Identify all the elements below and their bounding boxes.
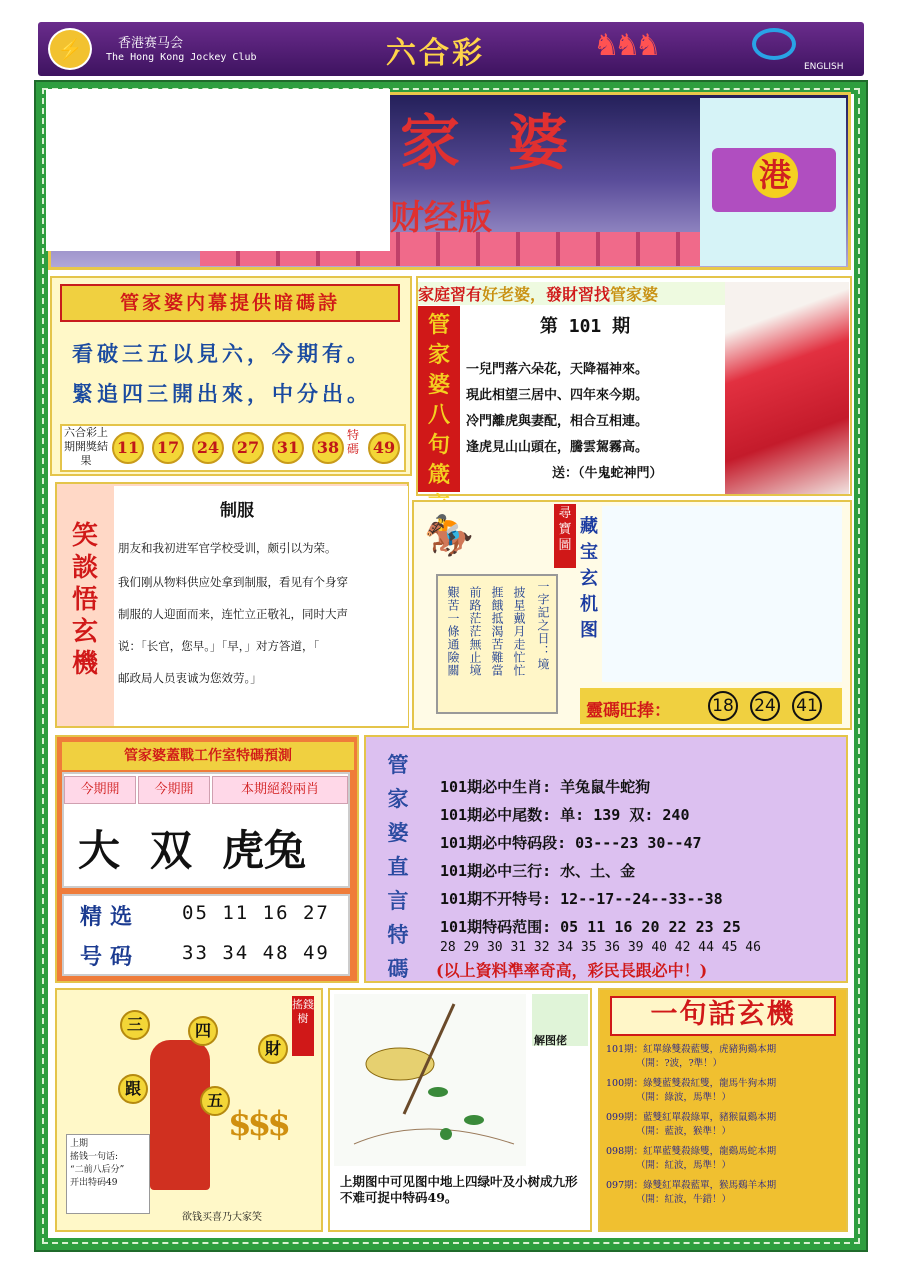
hk-badge: 港 <box>752 152 798 198</box>
eight-poem-line: 現此相望三居中、四年來今期。 <box>466 388 649 403</box>
prediction-kill: 虎兔 <box>222 826 307 875</box>
selected-label: 精选 <box>80 904 141 930</box>
result-ball: 17 <box>152 432 184 464</box>
tree-note-line: 开出特码49 <box>70 1178 118 1188</box>
banner-subtitle: 财经版 <box>390 198 492 238</box>
puzzle-drawing-svg <box>334 994 526 1166</box>
straight-line: 101期必中三行: 水、土、金 <box>440 862 636 880</box>
lucky-number: 41 <box>792 691 822 721</box>
tree-trunk <box>150 1040 210 1190</box>
tree-note-line: “二前八后分” <box>70 1165 125 1175</box>
jockey-club-logo-icon[interactable]: ⚡ <box>48 28 92 70</box>
scroll-col: 披星戴月走忙忙 <box>512 586 526 677</box>
straight-talk-vertical: 管家婆直言特碼 <box>387 752 409 981</box>
eight-poem-vertical: 管家婆八句箴 <box>418 306 460 492</box>
zen-line: 098期：紅單藍雙殺綠雙，龍鷄馬蛇本期 <box>606 1146 777 1157</box>
zen-header: 一句話玄機 <box>610 996 836 1036</box>
result-ball: 31 <box>272 432 304 464</box>
zen-line: （開：紅波，牛錯！） <box>636 1194 732 1205</box>
tree-coin: 跟 <box>118 1074 148 1104</box>
straight-numbers: 28 29 30 31 32 34 35 36 39 40 42 44 45 46 <box>440 940 761 955</box>
prediction-big-small: 大 <box>78 826 121 875</box>
selected-label: 号码 <box>80 944 141 970</box>
joke-line: 朋友和我初进军官学校受训，颇引以为荣。 <box>118 541 337 555</box>
joke-line: 邮政局人员衷诚为您效劳。」 <box>118 671 262 685</box>
prediction-odd-even: 双 <box>150 826 193 875</box>
zen-line: 100期：綠雙藍雙殺紅雙，龍馬牛狗本期 <box>606 1078 777 1089</box>
table-header: 今期開 <box>138 776 210 804</box>
hint-poem-line: 緊追四三開出來，中分出。 <box>72 381 372 406</box>
joke-title: 制服 <box>220 501 254 521</box>
issue-number: 第 101 期 <box>539 316 631 337</box>
zen-line: （開：綠波，馬準！） <box>636 1092 732 1103</box>
page-title: 六合彩 <box>386 36 485 71</box>
results-label: 六合彩上期開獎結果 <box>64 426 108 467</box>
joke-line: 我们刚从物料供应处拿到制服，看见有个身穿 <box>118 575 348 589</box>
tree-footer: 欲钱买喜乃大家笑 <box>182 1212 262 1223</box>
top-bar <box>38 22 864 76</box>
tree-coin: 四 <box>188 1016 218 1046</box>
eight-poem-line: 冷門離虎與妻配，相合互相連。 <box>466 414 649 429</box>
result-ball: 24 <box>192 432 224 464</box>
header-part: 管家婆 <box>610 285 659 304</box>
poem-sender: 送：（牛鬼蛇神門） <box>552 466 663 481</box>
straight-line: 101期必中尾数: 单: 139 双: 240 <box>440 806 690 824</box>
treasure-landscape <box>602 506 842 682</box>
scroll-col: 捱餓抵渴苦難當 <box>490 586 504 677</box>
eight-poem-line: 一兒門落六朵花，天降福神來。 <box>466 362 649 377</box>
zen-line: （開：?波，?準！） <box>636 1058 723 1069</box>
zen-line: 101期：紅單綠雙殺藍雙，虎豬狗鷄本期 <box>606 1044 777 1055</box>
horses-icon: ♞♞♞ <box>593 28 656 63</box>
tree-coin: 五 <box>200 1086 230 1116</box>
tree-note-line: 上期 <box>70 1139 89 1149</box>
horse-rider-icon: 🏇 <box>424 513 474 559</box>
scroll-col: 一字記之日：境 <box>536 580 550 671</box>
money-icon: $$$ <box>228 1104 287 1144</box>
zen-line: 097期：綠雙紅單殺藍單，猴馬鷄羊本期 <box>606 1180 777 1191</box>
bride-image <box>725 282 849 494</box>
treasure-label: 尋寶圖 <box>554 504 576 568</box>
tree-note-line: 搖钱一句话: <box>70 1152 119 1162</box>
table-header: 本期絕殺兩肖 <box>212 776 348 804</box>
picture-note: 上期图中可见图中地上四绿叶及小树成九形不难可捉中特码49。 <box>340 1174 578 1205</box>
org-name-en: The Hong Kong Jockey Club <box>106 52 257 63</box>
lucky-label: 靈碼旺捧： <box>586 701 671 721</box>
org-name-cn: 香港赛马会 <box>118 36 184 51</box>
straight-footer: (以上資料準率奇高，彩民長跟必中！) <box>436 961 708 980</box>
header-part: 家庭習有 <box>418 285 483 304</box>
zen-line: （開：紅波，馬準！） <box>636 1160 732 1171</box>
joke-line: 制服的人迎面而来，连忙立正敬礼，同时大声 <box>118 607 348 621</box>
zen-line: （開：藍波，猴準！） <box>636 1126 732 1137</box>
joke-line: 说：「长官，您早。」「早，」对方答道，「 <box>118 639 320 653</box>
eight-poem-line: 逢虎見山山頭在，騰雲駕霧高。 <box>466 440 649 455</box>
zen-line: 099期：藍雙紅單殺綠單，豬猴鼠鷄本期 <box>606 1112 777 1123</box>
tree-coin: 財 <box>258 1034 288 1064</box>
scroll-col: 艱苦一條通險關 <box>446 586 460 677</box>
english-link-icon[interactable] <box>752 28 796 60</box>
hint-poem-header-text: 管家婆内幕提供暗碼詩 <box>119 292 340 314</box>
lucky-number: 24 <box>750 691 780 721</box>
money-tree-label: 搖錢樹 <box>292 996 314 1056</box>
selected-row: 33 34 48 49 <box>182 942 330 964</box>
header-part: 好老婆， <box>482 285 547 304</box>
blank-area <box>46 89 390 251</box>
straight-line: 101期必中生肖: 羊兔鼠牛蛇狗 <box>440 778 651 796</box>
straight-line: 101期特码范围: 05 11 16 20 22 23 25 <box>440 918 741 936</box>
result-ball: 38 <box>312 432 344 464</box>
table-header: 今期開 <box>64 776 136 804</box>
lucky-number: 18 <box>708 691 738 721</box>
scroll-col: 前路茫茫無止境 <box>468 586 482 677</box>
selected-row: 05 11 16 27 <box>182 902 330 924</box>
english-link[interactable]: ENGLISH <box>804 62 844 72</box>
explain-label: 解图佬 <box>534 1034 567 1047</box>
result-ball: 27 <box>232 432 264 464</box>
tree-note <box>66 1134 150 1214</box>
straight-line: 101期必中特码段: 03---23 30--47 <box>440 834 702 852</box>
special-label: 特碼 <box>347 428 360 456</box>
joke-vertical: 笑談悟玄機 <box>71 521 98 679</box>
straight-line: 101期不开特号: 12--17--24--33--38 <box>440 890 723 908</box>
prediction-header: 管家婆蓋戰工作室特碼預測 <box>62 742 354 770</box>
hint-poem-line: 看破三五以見六，今期有。 <box>72 341 372 366</box>
treasure-scroll <box>436 574 558 714</box>
puzzle-drawing <box>334 994 526 1166</box>
hint-poem-header <box>60 284 400 322</box>
tree-coin: 三 <box>120 1010 150 1040</box>
header-part: 發財習找 <box>546 285 611 304</box>
result-ball: 11 <box>112 432 144 464</box>
special-ball: 49 <box>368 432 400 464</box>
banner-title: 家婆 <box>400 109 616 179</box>
treasure-vertical: 藏宝玄机图 <box>580 516 598 641</box>
